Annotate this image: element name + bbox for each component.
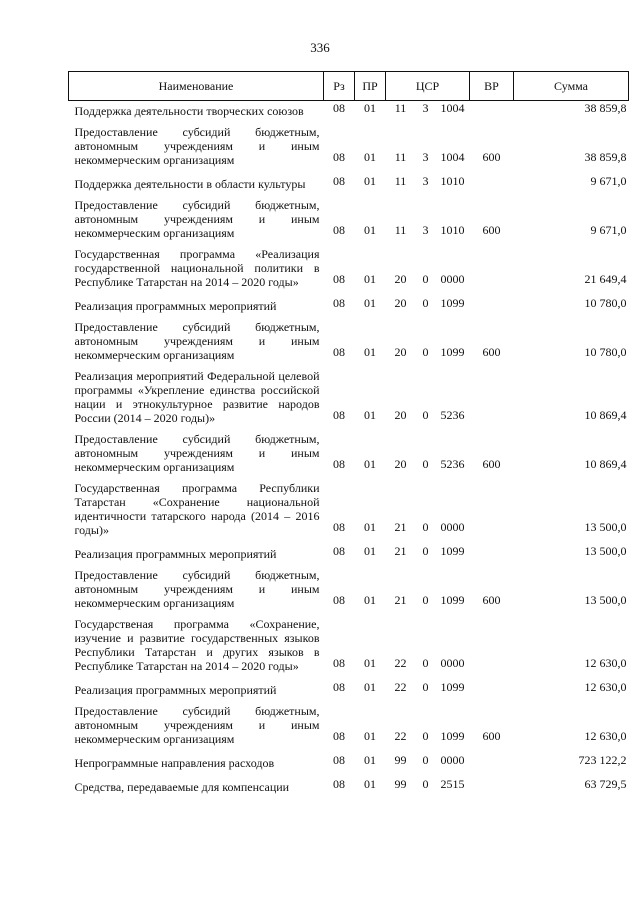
table-row <box>69 697 629 746</box>
row-csr-direction: 1099 <box>440 544 465 558</box>
row-pr: 01 <box>364 544 376 558</box>
row-csr-subprogram: 0 <box>422 753 429 767</box>
row-rz: 08 <box>333 777 345 791</box>
table-row <box>69 474 629 537</box>
table-row <box>69 101 629 119</box>
row-csr-subprogram: 0 <box>422 544 429 558</box>
row-csr-direction: 1010 <box>440 174 465 188</box>
row-vr <box>470 770 514 794</box>
table-row <box>69 118 629 167</box>
table-row <box>69 289 629 313</box>
row-pr: 01 <box>364 729 376 743</box>
row-csr-direction: 5236 <box>440 408 465 422</box>
row-csr-program: 21 <box>394 520 407 534</box>
row-name: Предоставление субсидий бюджетным, автономным учреждениям и иным некоммерческим организациям <box>74 432 320 474</box>
row-rz: 08 <box>333 101 345 115</box>
row-vr <box>470 289 514 313</box>
row-name: Государственная программа Республики Татарстан «Сохранение национальной идентичности татарского народа (2014 – 2016 годы)» <box>74 481 320 537</box>
row-pr: 01 <box>364 593 376 607</box>
row-csr-subprogram: 0 <box>422 345 429 359</box>
row-sum: 9 671,0 <box>590 174 627 188</box>
row-csr-direction: 5236 <box>440 457 465 471</box>
row-csr-subprogram: 0 <box>422 457 429 471</box>
row-csr-direction: 1099 <box>440 680 465 694</box>
header-sum: Сумма <box>514 72 629 101</box>
row-vr: 600 <box>482 593 501 607</box>
row-sum: 21 649,4 <box>584 272 627 286</box>
row-name: Реализация программных мероприятий <box>74 683 277 697</box>
row-csr-subprogram: 0 <box>422 777 429 791</box>
row-name: Предоставление субсидий бюджетным, автономным учреждениям и иным некоммерческим организациям <box>74 125 320 167</box>
row-csr-program: 22 <box>394 729 407 743</box>
row-pr: 01 <box>364 680 376 694</box>
row-csr-subprogram: 0 <box>422 272 429 286</box>
row-name: Непрограммные направления расходов <box>74 756 275 770</box>
row-sum: 12 630,0 <box>584 729 627 743</box>
row-csr-program: 20 <box>394 408 407 422</box>
row-vr: 600 <box>482 223 501 237</box>
row-vr <box>470 610 514 673</box>
row-vr: 600 <box>482 345 501 359</box>
row-rz: 08 <box>333 272 345 286</box>
row-pr: 01 <box>364 656 376 670</box>
row-name: Государственная программа «Реализация государственной национальной политики в Республике Татарстан на 2014 – 2020 годы» <box>74 247 320 289</box>
row-pr: 01 <box>364 101 376 115</box>
table-row <box>69 240 629 289</box>
table-row <box>69 362 629 425</box>
row-pr: 01 <box>364 223 376 237</box>
table-row <box>69 561 629 610</box>
row-pr: 01 <box>364 345 376 359</box>
row-csr-direction: 1099 <box>440 345 465 359</box>
row-rz: 08 <box>333 656 345 670</box>
row-rz: 08 <box>333 593 345 607</box>
row-sum: 9 671,0 <box>590 223 627 237</box>
row-csr-direction: 1099 <box>440 729 465 743</box>
row-pr: 01 <box>364 296 376 310</box>
row-rz: 08 <box>333 457 345 471</box>
row-sum: 12 630,0 <box>584 680 627 694</box>
table-header-row <box>69 72 629 101</box>
row-vr: 600 <box>482 729 501 743</box>
header-rz: Рз <box>324 72 355 101</box>
row-csr-program: 11 <box>394 223 407 237</box>
row-csr-subprogram: 0 <box>422 593 429 607</box>
row-sum: 723 122,2 <box>578 753 627 767</box>
row-sum: 10 780,0 <box>584 345 627 359</box>
row-csr-direction: 1099 <box>440 593 465 607</box>
row-csr-direction: 1004 <box>440 150 465 164</box>
row-rz: 08 <box>333 753 345 767</box>
row-sum: 38 859,8 <box>584 101 627 115</box>
row-csr-program: 20 <box>394 345 407 359</box>
row-rz: 08 <box>333 520 345 534</box>
row-vr <box>470 537 514 561</box>
row-rz: 08 <box>333 174 345 188</box>
row-csr-subprogram: 3 <box>422 223 429 237</box>
row-csr-program: 20 <box>394 457 407 471</box>
row-csr-program: 20 <box>394 296 407 310</box>
row-rz: 08 <box>333 345 345 359</box>
table-row <box>69 167 629 191</box>
row-name: Поддержка деятельности творческих союзов <box>74 104 304 118</box>
row-csr-direction: 1010 <box>440 223 465 237</box>
row-csr-subprogram: 3 <box>422 150 429 164</box>
row-vr <box>470 746 514 770</box>
page-number: 336 <box>310 40 330 55</box>
row-name: Предоставление субсидий бюджетным, автономным учреждениям и иным некоммерческим организациям <box>74 320 320 362</box>
row-csr-subprogram: 0 <box>422 296 429 310</box>
row-csr-direction: 0000 <box>440 272 465 286</box>
row-rz: 08 <box>333 408 345 422</box>
header-name: Наименование <box>69 72 324 101</box>
row-name: Средства, передаваемые для компенсации <box>74 780 290 794</box>
row-name: Государственая программа «Сохранение, изучение и развитие государственных языков Республики Татарстан и других языков в Республике Татарстан на 2014 – 2020 годы» <box>74 617 320 673</box>
row-csr-program: 11 <box>394 174 407 188</box>
row-csr-subprogram: 0 <box>422 408 429 422</box>
header-pr: ПР <box>355 72 386 101</box>
row-csr-direction: 0000 <box>440 520 465 534</box>
row-pr: 01 <box>364 457 376 471</box>
row-vr <box>470 673 514 697</box>
row-pr: 01 <box>364 753 376 767</box>
row-csr-subprogram: 3 <box>422 174 429 188</box>
row-pr: 01 <box>364 272 376 286</box>
table-row <box>69 610 629 673</box>
row-csr-subprogram: 3 <box>422 101 429 115</box>
row-csr-subprogram: 0 <box>422 680 429 694</box>
row-csr-direction: 1099 <box>440 296 465 310</box>
row-pr: 01 <box>364 777 376 791</box>
row-rz: 08 <box>333 223 345 237</box>
table-row <box>69 425 629 474</box>
table-row <box>69 673 629 697</box>
budget-table <box>68 71 629 794</box>
row-pr: 01 <box>364 174 376 188</box>
row-pr: 01 <box>364 520 376 534</box>
row-rz: 08 <box>333 544 345 558</box>
table-row <box>69 313 629 362</box>
row-csr-program: 20 <box>394 272 407 286</box>
row-vr <box>470 474 514 537</box>
table-row <box>69 770 629 794</box>
row-vr: 600 <box>482 457 501 471</box>
row-vr: 600 <box>482 150 501 164</box>
row-name: Предоставление субсидий бюджетным, автономным учреждениям и иным некоммерческим организациям <box>74 568 320 610</box>
row-sum: 10 869,4 <box>584 408 627 422</box>
row-csr-program: 21 <box>394 593 407 607</box>
row-csr-program: 99 <box>394 753 407 767</box>
row-sum: 38 859,8 <box>584 150 627 164</box>
row-csr-program: 22 <box>394 656 407 670</box>
row-name: Реализация программных мероприятий <box>74 299 277 313</box>
row-name: Поддержка деятельности в области культуры <box>74 177 306 191</box>
row-vr <box>470 167 514 191</box>
row-csr-subprogram: 0 <box>422 729 429 743</box>
row-rz: 08 <box>333 296 345 310</box>
row-sum: 13 500,0 <box>584 593 627 607</box>
header-csr: ЦСР <box>386 72 470 101</box>
row-csr-direction: 0000 <box>440 753 465 767</box>
row-pr: 01 <box>364 408 376 422</box>
row-sum: 10 780,0 <box>584 296 627 310</box>
row-vr <box>470 240 514 289</box>
row-name: Предоставление субсидий бюджетным, автономным учреждениям и иным некоммерческим организациям <box>74 198 320 240</box>
row-name: Предоставление субсидий бюджетным, автономным учреждениям и иным некоммерческим организациям <box>74 704 320 746</box>
row-sum: 13 500,0 <box>584 520 627 534</box>
row-csr-program: 99 <box>394 777 407 791</box>
row-csr-direction: 2515 <box>440 777 465 791</box>
row-sum: 10 869,4 <box>584 457 627 471</box>
row-sum: 12 630,0 <box>584 656 627 670</box>
row-name: Реализация мероприятий Федеральной целевой программы «Укрепление единства российской нации и этнокультурное развитие народов России (2014 – 2020 годы)» <box>74 369 320 425</box>
row-csr-program: 21 <box>394 544 407 558</box>
row-csr-program: 11 <box>394 101 407 115</box>
row-sum: 63 729,5 <box>584 777 627 791</box>
header-vr: ВР <box>470 72 514 101</box>
row-csr-subprogram: 0 <box>422 520 429 534</box>
row-vr <box>470 101 514 119</box>
row-rz: 08 <box>333 150 345 164</box>
table-row <box>69 746 629 770</box>
row-rz: 08 <box>333 680 345 694</box>
row-csr-direction: 1004 <box>440 101 465 115</box>
row-csr-direction: 0000 <box>440 656 465 670</box>
row-rz: 08 <box>333 729 345 743</box>
table-row <box>69 191 629 240</box>
table-row <box>69 537 629 561</box>
row-csr-subprogram: 0 <box>422 656 429 670</box>
row-csr-program: 11 <box>394 150 407 164</box>
row-name: Реализация программных мероприятий <box>74 547 277 561</box>
row-vr <box>470 362 514 425</box>
row-sum: 13 500,0 <box>584 544 627 558</box>
row-csr-program: 22 <box>394 680 407 694</box>
row-pr: 01 <box>364 150 376 164</box>
